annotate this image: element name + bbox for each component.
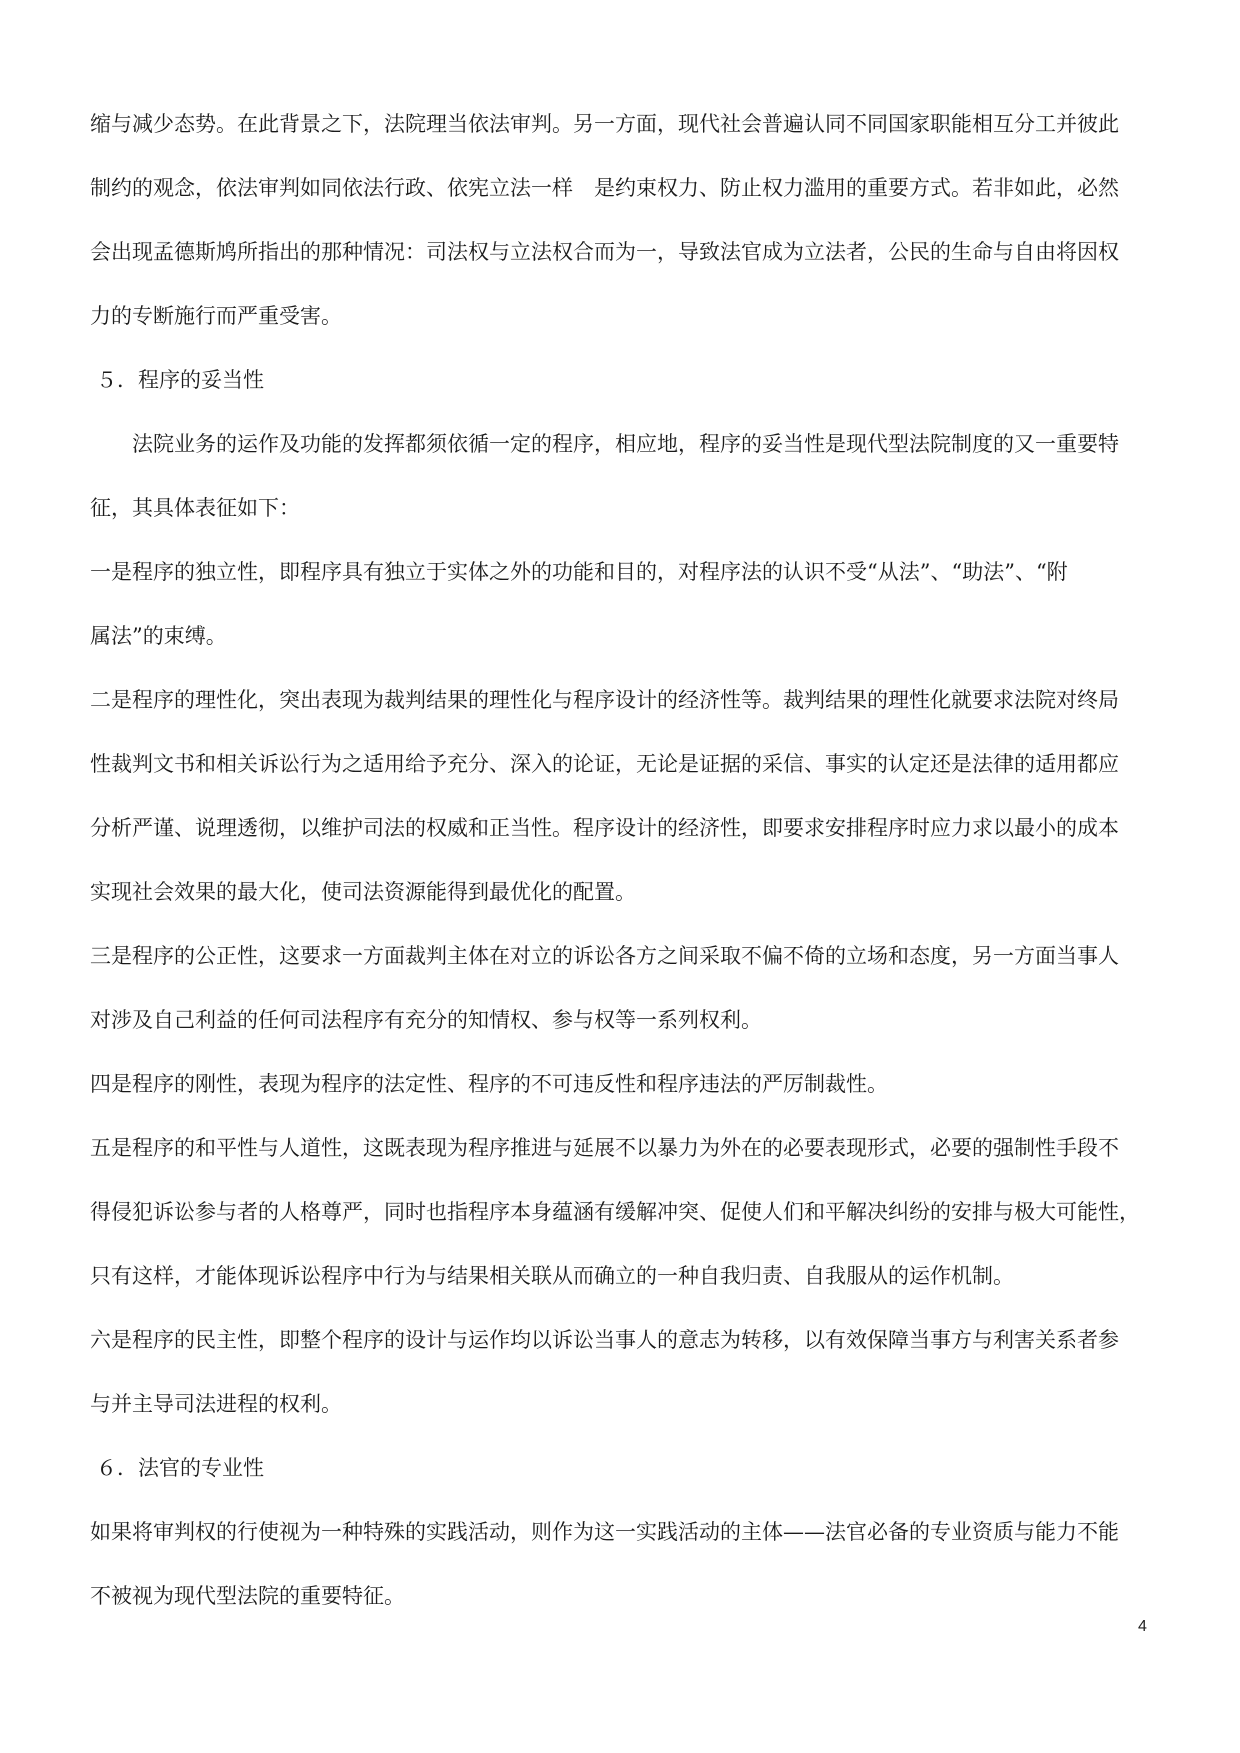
text-line: 得侵犯诉讼参与者的人格尊严，同时也指程序本身蕴涵有缓解冲突、促使人们和平解决纠纷的安排与极大可能性， xyxy=(90,1200,1140,1224)
text-line: 对涉及自己利益的任何司法程序有充分的知情权、参与权等一系列权利。 xyxy=(90,1008,762,1032)
text-line: 只有这样，才能体现诉讼程序中行为与结果相关联从而确立的一种自我归责、自我服从的运作机制。 xyxy=(90,1264,1014,1288)
text-line: 征，其具体表征如下： xyxy=(90,496,300,520)
text-line: 会出现孟德斯鸠所指出的那种情况：司法权与立法权合而为一，导致法官成为立法者，公民的生命与自由将因权 xyxy=(90,240,1119,264)
text-line: 缩与减少态势。在此背景之下，法院理当依法审判。另一方面，现代社会普遍认同不同国家职能相互分工并彼此 xyxy=(90,112,1119,136)
list-item-1: 一是程序的独立性，即程序具有独立于实体之外的功能和目的，对程序法的认识不受“从法”、“助法”、“附 xyxy=(90,560,1068,584)
list-item-2: 二是程序的理性化，突出表现为裁判结果的理性化与程序设计的经济性等。裁判结果的理性化就要求法院对终局 xyxy=(90,688,1119,712)
list-item-3: 三是程序的公正性，这要求一方面裁判主体在对立的诉讼各方之间采取不偏不倚的立场和态度，另一方面当事人 xyxy=(90,944,1119,968)
text-line: 分析严谨、说理透彻，以维护司法的权威和正当性。程序设计的经济性，即要求安排程序时应力求以最小的成本 xyxy=(90,816,1119,840)
list-item-6: 六是程序的民主性，即整个程序的设计与运作均以诉讼当事人的意志为转移，以有效保障当事方与利害关系者参 xyxy=(90,1328,1119,1352)
text-line: 力的专断施行而严重受害。 xyxy=(90,304,342,328)
text-line: 不被视为现代型法院的重要特征。 xyxy=(90,1584,405,1608)
page-number: 4 xyxy=(1138,1618,1147,1635)
text-line: 与并主导司法进程的权利。 xyxy=(90,1392,342,1416)
text-line: 如果将审判权的行使视为一种特殊的实践活动，则作为这一实践活动的主体——法官必备的专业资质与能力不能 xyxy=(90,1520,1119,1544)
document-body xyxy=(90,92,1152,1628)
text-line: 制约的观念，依法审判如同依法行政、依宪立法一样 是约束权力、防止权力滥用的重要方式。若非如此，必然 xyxy=(90,176,1119,200)
text-line: 实现社会效果的最大化，使司法资源能得到最优化的配置。 xyxy=(90,880,636,904)
section-heading-5: ５．程序的妥当性 xyxy=(96,368,264,392)
section-heading-6: ６．法官的专业性 xyxy=(96,1456,264,1480)
list-item-4: 四是程序的刚性，表现为程序的法定性、程序的不可违反性和程序违法的严厉制裁性。 xyxy=(90,1072,888,1096)
text-line: 法院业务的运作及功能的发挥都须依循一定的程序，相应地，程序的妥当性是现代型法院制度的又一重要特 xyxy=(132,432,1119,456)
list-item-5: 五是程序的和平性与人道性，这既表现为程序推进与延展不以暴力为外在的必要表现形式，必要的强制性手段不 xyxy=(90,1136,1119,1160)
text-line: 属法”的束缚。 xyxy=(90,624,227,648)
text-line: 性裁判文书和相关诉讼行为之适用给予充分、深入的论证，无论是证据的采信、事实的认定还是法律的适用都应 xyxy=(90,752,1119,776)
